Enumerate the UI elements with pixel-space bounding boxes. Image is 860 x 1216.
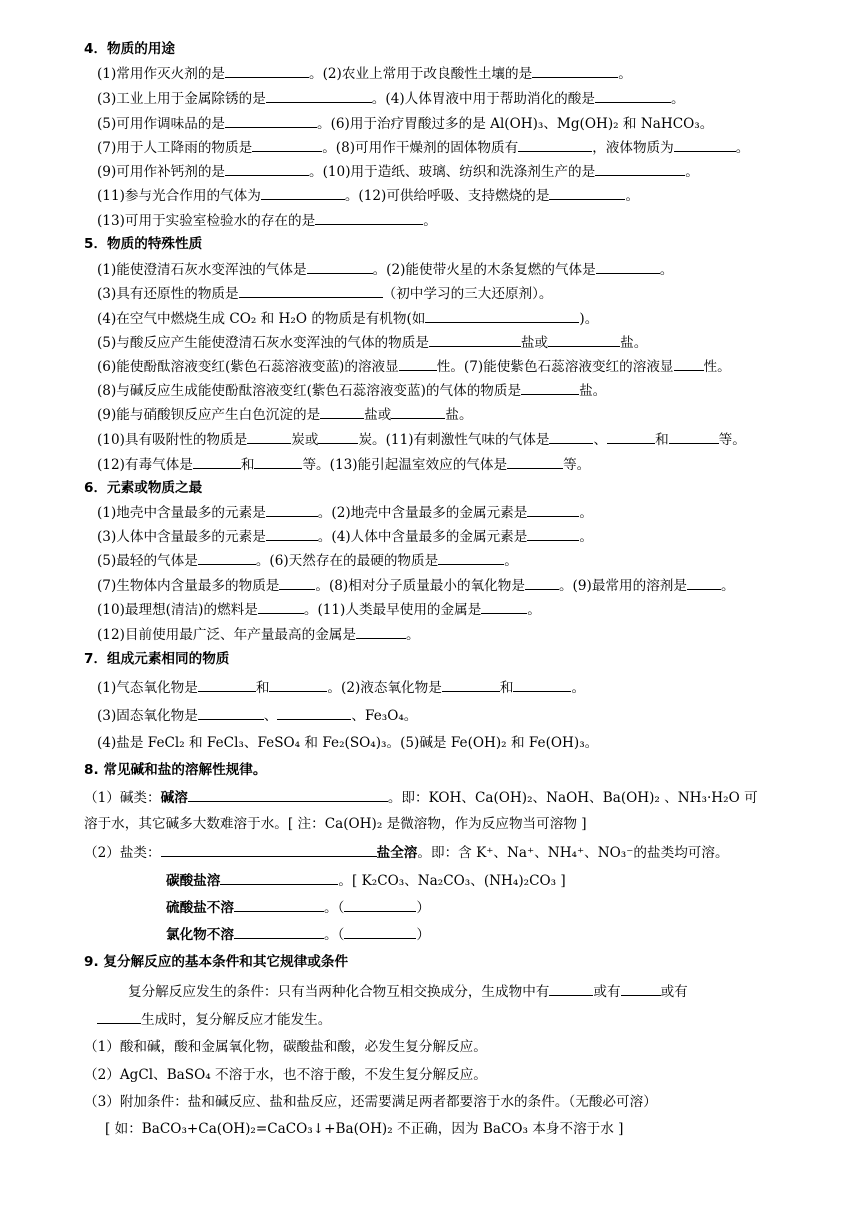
- blank[interactable]: [532, 64, 618, 78]
- blank[interactable]: [344, 898, 416, 912]
- blank[interactable]: [266, 527, 318, 541]
- blank[interactable]: [225, 114, 317, 128]
- blank[interactable]: [198, 678, 256, 692]
- s5-line-3: (4)在空气中燃烧生成 CO₂ 和 H₂O 的物质是有机物(如 )。: [97, 311, 599, 327]
- blank[interactable]: [481, 600, 527, 614]
- s8-line-5: 硫酸盐不溶 。（ ）: [166, 900, 430, 916]
- blank[interactable]: [518, 138, 592, 152]
- section-8-title: 8. 常见碱和盐的溶解性规律。: [84, 762, 267, 778]
- s4-line-5: (9)可用作补钙剂的是 。(10)用于造纸、玻璃、纺织和洗涤剂生产的是 。: [97, 164, 699, 180]
- s6-line-3: (5)最轻的气体是 。(6)天然存在的最硬的物质是 。: [97, 553, 518, 569]
- blank[interactable]: [254, 455, 302, 469]
- blank[interactable]: [549, 982, 593, 996]
- blank[interactable]: [198, 706, 264, 720]
- blank[interactable]: [320, 405, 364, 419]
- blank[interactable]: [525, 576, 559, 590]
- blank[interactable]: [247, 430, 291, 444]
- blank[interactable]: [266, 89, 372, 103]
- blank[interactable]: [687, 576, 721, 590]
- s9-line-2: 生成时，复分解反应才能发生。: [97, 1010, 331, 1029]
- s6-line-6: (12)目前使用最广泛、年产量最高的金属是 。: [97, 627, 420, 643]
- s4-line-3: (5)可用作调味品的是 。(6)用于治疗胃酸过多的是 Al(OH)₃、Mg(OH)₂ 和 NaHCO₃。: [97, 116, 714, 132]
- s5-line-5: (6)能使酚酞溶液变红(紫色石蕊溶液变蓝)的溶液显 性。(7)能使紫色石蕊溶液变红的溶液显 性。: [97, 359, 731, 375]
- section-5-title: 5．物质的特殊性质: [84, 236, 203, 252]
- s8-line-3: （2）盐类： 盐全溶。即：含 K⁺、Na⁺、NH₄⁺、NO₃⁻的盐类均可溶。: [84, 845, 729, 861]
- s9-line-1: 复分解反应发生的条件：只有当两种化合物互相交换成分，生成物中有 或有 或有: [128, 984, 688, 1000]
- blank[interactable]: [513, 678, 571, 692]
- blank[interactable]: [429, 333, 521, 347]
- blank[interactable]: [521, 381, 579, 395]
- s7-line-3: (4)盐是 FeCl₂ 和 FeCl₃、FeSO₄ 和 Fe₂(SO₄)₃。(5)碱是 Fe(OH)₂ 和 Fe(OH)₃。: [97, 735, 599, 751]
- blank[interactable]: [674, 357, 704, 371]
- section-7-title: 7．组成元素相同的物质: [84, 651, 230, 667]
- blank[interactable]: [318, 430, 358, 444]
- blank[interactable]: [307, 260, 373, 274]
- s7-line-1: (1)气态氧化物是 和 。(2)液态氧化物是 和 。: [97, 680, 586, 696]
- s9-line-3: （1）酸和碱，酸和金属氧化物，碳酸盐和酸，必发生复分解反应。: [84, 1039, 487, 1055]
- s4-line-4: (7)用于人工降雨的物质是 。(8)可用作干燥剂的固体物质有 ，液体物质为 。: [97, 140, 750, 156]
- blank[interactable]: [507, 455, 563, 469]
- s6-line-2: (3)人体中含量最多的元素是 。(4)人体中含量最多的金属元素是 。: [97, 529, 593, 545]
- s9-line-5: （3）附加条件：盐和碱反应、盐和盐反应，还需要满足两者都要溶于水的条件。（无酸必可溶）: [84, 1094, 657, 1110]
- blank[interactable]: [438, 551, 504, 565]
- blank[interactable]: [607, 430, 655, 444]
- blank[interactable]: [161, 843, 377, 857]
- blank[interactable]: [549, 430, 593, 444]
- blank[interactable]: [225, 64, 309, 78]
- s6-line-5: (10)最理想(清洁)的燃料是 。(11)人类最早使用的金属是 。: [97, 602, 541, 618]
- s8-line-6: 氯化物不溶 。（ ）: [166, 927, 430, 943]
- blank[interactable]: [239, 284, 383, 298]
- blank[interactable]: [266, 503, 318, 517]
- blank[interactable]: [258, 600, 304, 614]
- s9-line-6: [ 如：BaCO₃+Ca(OH)₂=CaCO₃↓+Ba(OH)₂ 不正确，因为 BaCO₃ 本身不溶于水 ]: [105, 1121, 624, 1137]
- s8-line-2: 溶于水，其它碱多大数难溶于水。[ 注：Ca(OH)₂ 是微溶物，作为反应物当可溶物 ]: [84, 816, 587, 832]
- s5-line-8: (10)具有吸附性的物质是 炭或 炭。(11)有刺激性气味的气体是 、 和 等。: [97, 432, 746, 448]
- section-9-title: 9. 复分解反应的基本条件和其它规律或条件: [84, 954, 349, 970]
- blank[interactable]: [277, 706, 351, 720]
- s8-line-1: （1）碱类：碱溶 。即：KOH、Ca(OH)₂、NaOH、Ba(OH)₂ 、NH₃·H₂O 可: [84, 790, 758, 806]
- blank[interactable]: [193, 455, 241, 469]
- blank[interactable]: [442, 678, 500, 692]
- blank[interactable]: [595, 162, 685, 176]
- s5-line-1: (1)能使澄清石灰水变浑浊的气体是 。(2)能使带火星的木条复燃的气体是 。: [97, 262, 674, 278]
- blank[interactable]: [595, 89, 671, 103]
- blank[interactable]: [220, 871, 338, 885]
- blank[interactable]: [225, 162, 309, 176]
- s4-line-6: (11)参与光合作用的气体为 。(12)可供给呼吸、支持燃烧的是 。: [97, 188, 640, 204]
- blank[interactable]: [279, 576, 315, 590]
- blank[interactable]: [549, 186, 625, 200]
- blank[interactable]: [527, 503, 579, 517]
- blank[interactable]: [234, 898, 324, 912]
- blank[interactable]: [252, 138, 322, 152]
- section-4-title: 4．物质的用途: [84, 41, 176, 57]
- s4-line-2: (3)工业上用于金属除锈的是 。(4)人体胃液中用于帮助消化的酸是 。: [97, 91, 685, 107]
- s9-line-4: （2）AgCl、BaSO₄ 不溶于水，也不溶于酸，不发生复分解反应。: [84, 1067, 487, 1083]
- s5-line-6: (8)与碱反应生成能使酚酞溶液变红(紫色石蕊溶液变蓝)的气体的物质是 盐。: [97, 383, 607, 399]
- s6-line-4: (7)生物体内含量最多的物质是 。(8)相对分子质量最小的氧化物是 。(9)最常用的溶剂是 。: [97, 578, 735, 594]
- s6-line-1: (1)地壳中含量最多的元素是 。(2)地壳中含量最多的金属元素是 。: [97, 505, 593, 521]
- s5-line-9: (12)有毒气体是 和 等。(13)能引起温室效应的气体是 等。: [97, 457, 591, 473]
- blank[interactable]: [344, 925, 416, 939]
- s5-line-7: (9)能与硝酸钡反应产生白色沉淀的是 盐或 盐。: [97, 407, 473, 423]
- blank[interactable]: [548, 333, 620, 347]
- s5-line-2: (3)具有还原性的物质是 （初中学习的三大还原剂）。: [97, 286, 553, 302]
- blank[interactable]: [261, 186, 345, 200]
- blank[interactable]: [391, 405, 445, 419]
- s7-line-2: (3)固态氧化物是 、 、Fe₃O₄。: [97, 708, 418, 724]
- blank[interactable]: [425, 309, 579, 323]
- blank[interactable]: [234, 925, 324, 939]
- blank[interactable]: [356, 625, 406, 639]
- s5-line-4: (5)与酸反应产生能使澄清石灰水变浑浊的气体的物质是 盐或 盐。: [97, 335, 648, 351]
- s4-line-1: (1)常用作灭火剂的是 。(2)农业上常用于改良酸性土壤的是 。: [97, 66, 632, 82]
- blank[interactable]: [269, 678, 327, 692]
- blank[interactable]: [527, 527, 579, 541]
- blank[interactable]: [669, 430, 719, 444]
- blank[interactable]: [621, 982, 661, 996]
- s8-line-4: 碳酸盐溶 。[ K₂CO₃、Na₂CO₃、(NH₄)₂CO₃ ]: [166, 873, 566, 889]
- blank[interactable]: [198, 551, 256, 565]
- blank[interactable]: [596, 260, 660, 274]
- section-6-title: 6．元素或物质之最: [84, 480, 203, 496]
- blank[interactable]: [188, 788, 388, 802]
- blank[interactable]: [399, 357, 437, 371]
- blank[interactable]: [97, 1010, 141, 1024]
- s4-line-7: (13)可用于实验室检验水的存在的是 。: [97, 213, 437, 229]
- blank[interactable]: [674, 138, 736, 152]
- blank[interactable]: [315, 211, 423, 225]
